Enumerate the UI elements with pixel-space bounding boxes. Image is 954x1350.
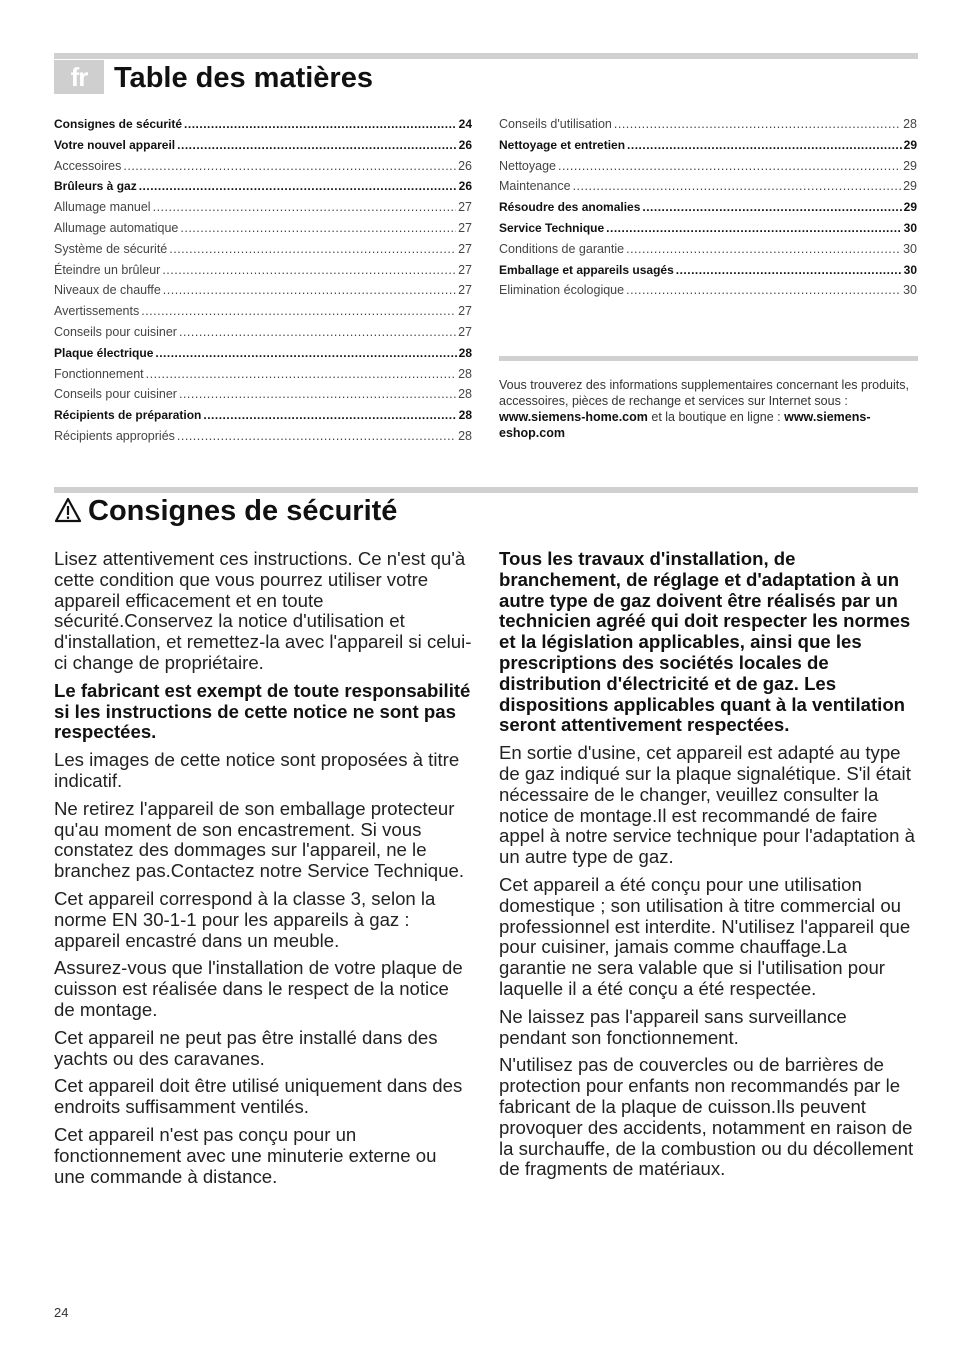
section-rule [54,487,918,493]
toc-entry-page: 30 [903,241,917,256]
body-paragraph: Cet appareil ne peut pas être installé dans des yachts ou des caravanes. [54,1026,438,1069]
toc-leader-dots [139,179,457,193]
toc-entry[interactable] [499,117,917,138]
toc-entry-page: 27 [458,304,472,319]
toc-entry[interactable] [54,221,472,242]
toc-entry-page: 28 [458,345,472,360]
toc-leader-dots [163,283,456,297]
body-paragraph: Cet appareil a été conçu pour une utilisation domestique ; son utilisation à titre commercial ou professionnel est interdite. N'utilisez l'appareil que pour cuisiner, jamais comme chauffage.La garantie ne sera valable que si l'utilisation pour laquelle il a été conçu a été respectée. [499,873,911,999]
toc-entry-label: Conditions de garantie [499,241,625,256]
safety-left-column [54,549,472,1194]
toc-entry[interactable] [54,408,472,429]
section-title-text: Consignes de sécurité [88,495,398,527]
info-link-home[interactable]: www.siemens-home.com [499,410,648,424]
toc-entry[interactable] [54,242,472,263]
toc-leader-dots [573,179,902,193]
body-paragraph: Cet appareil correspond à la classe 3, selon la norme EN 30-1-1 pour les appareils à gaz : appareil encastré dans un meuble. [54,887,436,951]
toc-entry-label: Brûleurs à gaz [54,179,137,194]
toc-entry[interactable] [54,346,472,367]
toc-entry-label: Résoudre des anomalies [499,200,641,215]
toc-entry[interactable] [499,200,917,221]
toc-entry-page: 24 [458,117,472,131]
info-text-1: Vous trouverez des informations supplementaires concernant les produits, accessoires, pièces de rechange et services sur Internet sous : [499,378,909,408]
info-rule [499,356,918,361]
toc-leader-dots [606,221,901,235]
page-number: 24 [54,1305,69,1320]
info-text-2: et la boutique en ligne : [647,410,785,424]
body-paragraph: Assurez-vous que l'installation de votre plaque de cuisson est réalisée dans le respect de la notice de montage. [54,957,463,1020]
toc-entry-label: Conseils pour cuisiner [54,324,177,339]
toc-entry-page: 27 [458,220,472,235]
toc-entry[interactable] [54,159,472,180]
toc-leader-dots [614,117,901,131]
toc-entry-label: Récipients appropriés [54,428,175,443]
toc-entry-page: 30 [903,220,917,235]
top-rule [54,53,918,59]
toc-entry-page: 29 [903,179,917,194]
toc-leader-dots [642,200,901,214]
toc-entry[interactable] [499,221,917,242]
warning-paragraph: Tous les travaux d'installation, de branchement, de réglage et d'adaptation à un autre type de gaz doivent être réalisés par un technicien agréé qui doit respecter les normes et la législation applicables, ainsi que les prescriptions des sociétés locales de distribution d'électricité et de gaz. Les dispositions applicables quant à la ventilation seront attentivement respectées. [499,548,911,736]
toc-entry-label: Conseils d'utilisation [499,117,612,131]
info-link-eshop[interactable]: www.siemens-eshop.com [499,410,871,440]
toc-entry[interactable] [54,367,472,388]
toc-entry-label: Système de sécurité [54,241,168,256]
toc-entry[interactable] [54,117,472,138]
toc-entry[interactable] [499,179,917,200]
toc-leader-dots [626,242,901,256]
body-paragraph: Lisez attentivement ces instructions. Ce n'est qu'à cette condition que vous pourrez utiliser votre appareil efficacement et en toute sécurité.Conservez la notice d'utilisation et d'installation, et remettez-la avec l'appareil si celui-ci change de propriétaire. [54,548,472,673]
toc-entry-label: Conseils pour cuisiner [54,387,177,402]
toc-entry-label: Avertissements [54,304,140,319]
toc-right-column [499,117,917,304]
toc-entry-page: 27 [458,200,472,215]
page-title: Table des matières [114,62,373,94]
toc-entry-label: Nettoyage [499,158,556,173]
toc-entry-label: Fonctionnement [54,366,144,381]
toc-left-column [54,117,472,450]
toc-entry[interactable] [499,283,917,304]
toc-leader-dots [123,159,456,173]
toc-entry-page: 27 [458,324,472,339]
toc-entry[interactable] [54,283,472,304]
toc-leader-dots [153,200,457,214]
body-paragraph: Ne retirez l'appareil de son emballage protecteur qu'au moment de son encastrement. Si vous constatez des dommages sur l'appareil, ne le branchez pas.Contactez notre Service Technique. [54,797,464,882]
toc-leader-dots [184,117,457,131]
toc-entry[interactable] [54,138,472,159]
toc-leader-dots [558,159,901,173]
toc-entry[interactable] [54,304,472,325]
toc-leader-dots [676,263,902,277]
toc-leader-dots [169,242,456,256]
body-paragraph: Cet appareil doit être utilisé uniquement dans des endroits suffisamment ventilés. [54,1075,463,1118]
toc-entry-label: Niveaux de chauffe [54,283,161,298]
toc-entry-page: 29 [903,137,917,152]
body-paragraph: Les images de cette notice sont proposées à titre indicatif. [54,749,460,791]
toc-entry[interactable] [54,179,472,200]
toc-entry[interactable] [54,200,472,221]
toc-entry[interactable] [499,242,917,263]
toc-entry[interactable] [54,429,472,450]
toc-leader-dots [179,325,456,339]
toc-entry-label: Allumage manuel [54,200,151,215]
toc-entry[interactable] [499,138,917,159]
toc-entry-label: Récipients de préparation [54,408,202,423]
toc-entry-label: Elimination écologique [499,283,625,298]
body-paragraph: En sortie d'usine, cet appareil est adapté au type de gaz indiqué sur la plaque signalétique. S'il était nécessaire de le changer, veuillez consulter la notice de montage.Il est recommandé de faire appel à notre service technique pour l'adaptation à un autre type de gaz. [499,742,915,868]
toc-leader-dots [141,304,456,318]
toc-entry[interactable] [499,263,917,284]
toc-entry-page: 28 [458,366,472,381]
warning-icon [54,497,82,523]
toc-entry[interactable] [54,325,472,346]
toc-entry[interactable] [499,159,917,180]
toc-entry-label: Consignes de sécurité [54,117,183,131]
toc-leader-dots [162,263,456,277]
toc-entry-page: 26 [458,179,472,194]
toc-entry-page: 27 [458,283,472,298]
section-title [54,494,397,528]
toc-entry-label: Éteindre un brûleur [54,262,161,277]
toc-leader-dots [626,283,901,297]
toc-entry-label: Votre nouvel appareil [54,137,176,152]
toc-entry-label: Nettoyage et entretien [499,137,626,152]
safety-right-column [499,549,917,1187]
toc-entry-page: 27 [458,262,472,277]
toc-leader-dots [155,346,456,360]
toc-entry-page: 29 [903,200,917,215]
toc-leader-dots [177,138,456,152]
toc-entry-page: 30 [903,283,917,298]
language-tag: fr [54,60,104,94]
toc-entry-page: 28 [458,428,472,443]
toc-entry[interactable] [54,263,472,284]
toc-entry-label: Allumage automatique [54,220,179,235]
toc-entry-page: 28 [903,117,917,131]
toc-leader-dots [146,367,456,381]
toc-leader-dots [179,387,456,401]
body-paragraph: Cet appareil n'est pas conçu pour un fonctionnement avec une minuterie externe ou une commande à distance. [54,1123,437,1187]
toc-entry-page: 26 [458,137,472,152]
toc-entry-page: 29 [903,158,917,173]
toc-entry-page: 26 [458,158,472,173]
toc-entry-label: Accessoires [54,158,122,173]
toc-leader-dots [627,138,902,152]
toc-entry-page: 28 [458,387,472,402]
toc-leader-dots [203,408,456,422]
toc-entry-label: Plaque électrique [54,345,154,360]
toc-leader-dots [180,221,456,235]
warning-paragraph: Le fabricant est exempt de toute responsabilité si les instructions de cette notice ne sont pas respectées. [54,679,471,743]
toc-entry-page: 28 [458,408,472,423]
toc-leader-dots [177,429,456,443]
toc-entry-label: Maintenance [499,179,571,194]
toc-entry-label: Emballage et appareils usagés [499,262,674,277]
toc-entry-page: 30 [903,262,917,277]
toc-entry-label: Service Technique [499,220,605,235]
info-text [499,377,919,441]
toc-entry[interactable] [54,387,472,408]
body-paragraph: N'utilisez pas de couvercles ou de barrières de protection pour enfants non recommandés par le fabricant de la plaque de cuisson.Ils peuvent provoquer des accidents, notamment en raison de la surchauffe, de la combustion ou du décollement de fragments de matériaux. [499,1054,914,1180]
body-paragraph: Ne laissez pas l'appareil sans surveillance pendant son fonctionnement. [499,1005,847,1048]
toc-entry-page: 27 [458,241,472,256]
